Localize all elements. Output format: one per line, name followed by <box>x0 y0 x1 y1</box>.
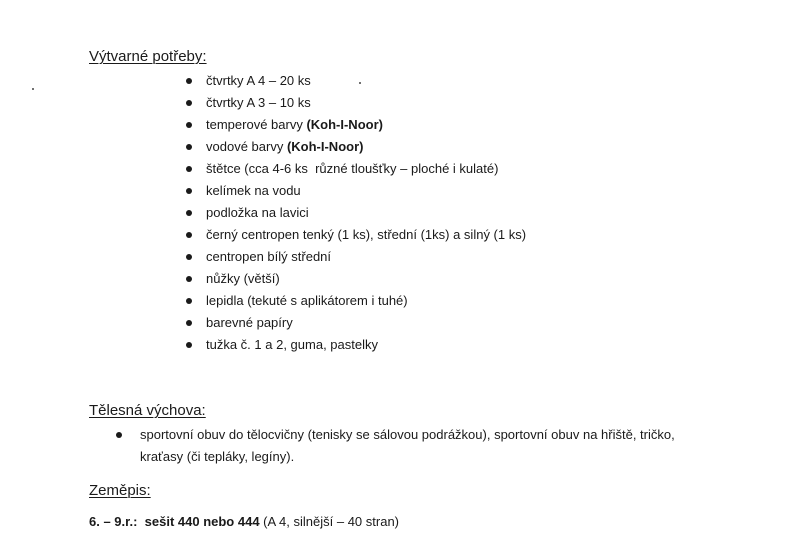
list-item: čtvrtky A 3 – 10 ks <box>186 92 526 114</box>
list-item: kelímek na vodu <box>186 180 526 202</box>
bullet-icon <box>186 100 192 106</box>
bullet-icon <box>186 122 192 128</box>
bullet-icon <box>186 144 192 150</box>
pe-item-line-1: sportovní obuv do tělocvičny (tenisky se sálovou podrážkou), sportovní obuv na hřiště, tričko, <box>140 427 675 442</box>
list-item: barevné papíry <box>186 312 526 334</box>
list-item: štětce (cca 4-6 ks různé tloušťky – ploché i kulaté) <box>186 158 526 180</box>
bullet-icon <box>186 320 192 326</box>
notebook-spec: (A 4, silnější – 40 stran) <box>259 514 399 529</box>
bullet-icon <box>186 210 192 216</box>
art-supplies-heading: Výtvarné potřeby: <box>89 48 207 65</box>
list-item: temperové barvy (Koh-I-Noor) <box>186 114 526 136</box>
list-item: čtvrtky A 4 – 20 ks <box>186 70 526 92</box>
bullet-icon <box>186 232 192 238</box>
bullet-icon <box>186 342 192 348</box>
list-item: podložka na lavici <box>186 202 526 224</box>
grade-notebook-label: 6. – 9.r.: sešit 440 nebo 444 <box>89 514 260 529</box>
bullet-icon <box>116 432 122 438</box>
pe-list <box>116 424 675 468</box>
pe-item-line-2: kraťasy (či tepláky, legíny). <box>140 449 295 464</box>
bullet-icon <box>186 166 192 172</box>
bullet-icon <box>186 78 192 84</box>
bullet-icon <box>186 188 192 194</box>
pe-heading: Tělesná výchova: <box>89 402 206 419</box>
bullet-icon <box>186 298 192 304</box>
list-item: nůžky (větší) <box>186 268 526 290</box>
list-item: centropen bílý střední <box>186 246 526 268</box>
bullet-icon <box>186 276 192 282</box>
geography-requirement <box>89 514 399 529</box>
list-item: tužka č. 1 a 2, guma, pastelky <box>186 334 526 356</box>
list-item: lepidla (tekuté s aplikátorem i tuhé) <box>186 290 526 312</box>
scan-speck <box>32 88 34 90</box>
geography-heading: Zeměpis: <box>89 482 151 499</box>
bullet-icon <box>186 254 192 260</box>
list-item <box>116 424 675 468</box>
art-supplies-list <box>186 70 526 356</box>
list-item: černý centropen tenký (1 ks), střední (1ks) a silný (1 ks) <box>186 224 526 246</box>
list-item: vodové barvy (Koh-I-Noor) <box>186 136 526 158</box>
